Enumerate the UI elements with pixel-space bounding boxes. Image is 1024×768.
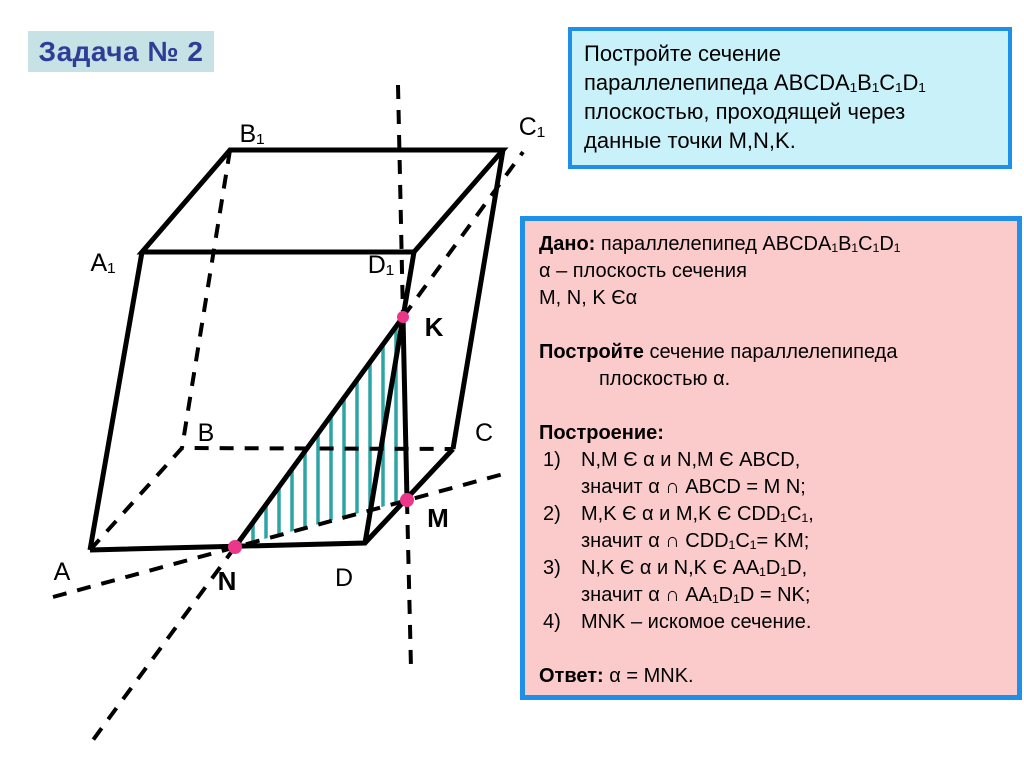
label-A: A (53, 558, 71, 586)
construction-heading: Построение: (539, 422, 664, 444)
top-face-outline (142, 150, 503, 252)
step-number: 3) (543, 557, 561, 579)
spacer (539, 393, 1011, 420)
point-K (397, 311, 409, 323)
label-C: C (474, 419, 494, 447)
step-number: 4) (543, 611, 561, 633)
edge-AA1 (90, 252, 142, 550)
label-M: M (427, 503, 449, 533)
answer-rest: α = MNK. (603, 665, 694, 687)
problem-line: Постройте сечение (584, 41, 781, 66)
step-text: M,K Є α и M,K Є CDD₁C₁, (581, 503, 814, 525)
step-text: N,K Є α и N,K Є AA₁D₁D, (581, 557, 808, 579)
line-KM-extension-below-M (407, 500, 411, 668)
point-M (400, 493, 414, 507)
build-line2: плоскостью α. (599, 368, 731, 390)
label-C1: C₁ (518, 113, 546, 141)
problem-line: данные точки M,N,K. (584, 128, 796, 153)
problem-statement-box (568, 27, 1012, 169)
line-KM-extension-above-K (398, 85, 403, 317)
label-A1: A₁ (90, 249, 116, 277)
build-rest: сечение параллелепипеда (643, 341, 898, 363)
solution-box (520, 216, 1022, 700)
line-NK-extension-below-N (93, 547, 235, 740)
construction-step-1-cont: значит α ∩ ABCD = M N; (581, 476, 806, 498)
step-text: N,M Є α и N,M Є ABCD, (581, 449, 801, 471)
construction-step-2 (539, 501, 1011, 528)
spacer (539, 312, 1011, 339)
step-number: 1) (543, 449, 561, 471)
step-number: 2) (543, 503, 561, 525)
build-label: Постройте (539, 341, 644, 363)
label-D1: D₁ (367, 251, 395, 279)
construction-step-2-cont: значит α ∩ CDD₁C₁= KM; (581, 530, 810, 552)
construction-step-3 (539, 555, 1011, 582)
dano-line (539, 231, 1011, 258)
construction-step-1 (539, 447, 1011, 474)
construction-step-4 (539, 609, 1011, 636)
label-N: N (217, 566, 237, 596)
label-K: K (424, 312, 444, 342)
spacer (539, 636, 1011, 663)
problem-line: параллелепипеда ABCDA₁B₁C₁D₁ (584, 70, 926, 95)
label-B1: B₁ (239, 120, 265, 148)
points-line: M, N, K Єα (539, 287, 638, 309)
label-D: D (334, 564, 354, 592)
construction-step-3-cont: значит α ∩ AA₁D₁D = NK; (581, 584, 811, 606)
answer-line (539, 663, 1011, 690)
point-N (228, 540, 242, 554)
line-NK-extension-above-K (403, 152, 523, 317)
alpha-line: α – плоскость сечения (539, 260, 747, 282)
label-B: B (197, 419, 215, 447)
task-title-badge (28, 31, 214, 72)
edge-CC1 (453, 150, 503, 449)
problem-line: плоскостью, проходящей через (584, 99, 906, 124)
answer-label: Ответ: (539, 665, 604, 687)
step-text: MNK – искомое сечение. (581, 611, 812, 633)
dano-rest: параллелепипед ABCDA₁B₁C₁D₁ (595, 233, 901, 255)
task-title: Задача № 2 (38, 35, 204, 67)
build-line (539, 339, 1011, 366)
dano-label: Дано: (539, 233, 596, 255)
